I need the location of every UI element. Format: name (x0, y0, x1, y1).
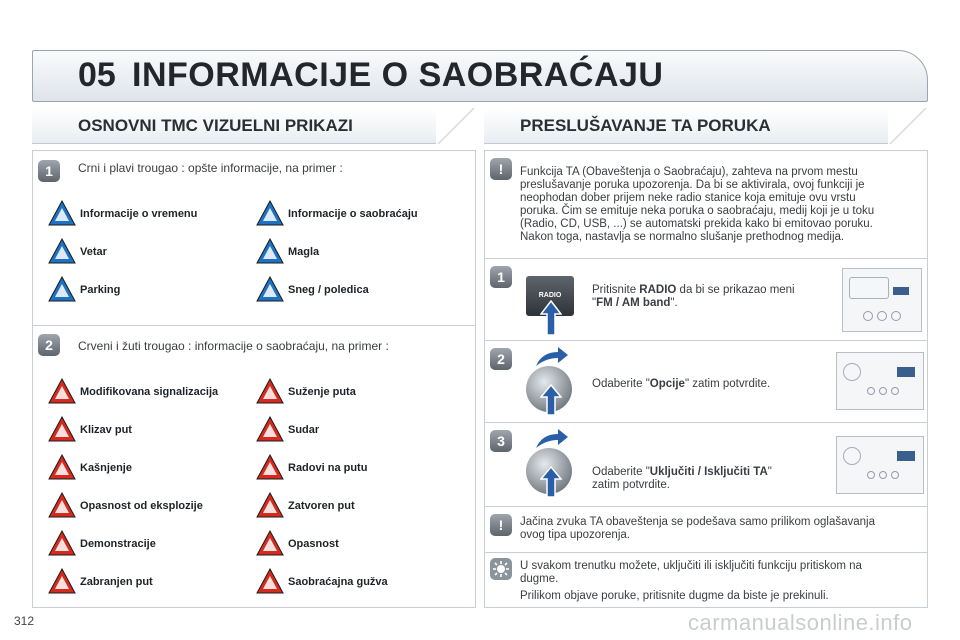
warning-triangle-icon (48, 568, 76, 594)
radio-unit-image (842, 268, 922, 332)
tip-icon (490, 558, 512, 580)
sign-label: Opasnost (288, 538, 339, 550)
right-section-title: PRESLUŠAVANJE TA PORUKA (520, 116, 771, 135)
chapter-title: INFORMACIJE O SAOBRAĆAJU (132, 56, 664, 94)
sign-label: Zatvoren put (288, 500, 355, 512)
step1-text: Pritisnite RADIO da bi se prikazao meni "FM / AM band". (592, 284, 795, 309)
sign-label: Sneg / poledica (288, 284, 369, 296)
warning-triangle-icon (256, 276, 284, 302)
warning-triangle-icon (48, 530, 76, 556)
warning-triangle-icon (48, 200, 76, 226)
step3-text: Odaberite "Uključiti / Isključiti TA" zatim potvrdite. (592, 466, 772, 491)
sign-label: Suženje puta (288, 386, 356, 398)
sign-label: Kašnjenje (80, 462, 132, 474)
sign-label: Vetar (80, 246, 107, 258)
sign-label: Parking (80, 284, 121, 296)
sign-label: Modifikovana signalizacija (80, 386, 219, 398)
warning-triangle-icon (48, 492, 76, 518)
right-step-badge-1: 1 (490, 266, 512, 288)
sign-label: Saobraćajna gužva (288, 576, 388, 588)
right-step-badge-2: 2 (490, 348, 512, 370)
chapter-number: 05 (78, 56, 116, 94)
sign-label: Zabranjen put (80, 576, 153, 588)
press-arrow-icon (540, 384, 562, 416)
warning-triangle-icon (256, 378, 284, 404)
step-badge-1: 1 (38, 160, 60, 182)
left-section-title: OSNOVNI TMC VIZUELNI PRIKAZI (78, 116, 353, 135)
warning-badge: ! (490, 158, 512, 180)
press-arrow-icon (540, 300, 562, 336)
note-badge: ! (490, 514, 512, 536)
warning-triangle-icon (256, 454, 284, 480)
sign-label: Demonstracije (80, 538, 156, 550)
sign-label: Radovi na putu (288, 462, 368, 474)
watermark: carmanualsonline.info (688, 610, 913, 635)
page-number: 312 (14, 614, 35, 628)
sign-label: Informacije o saobraćaju (288, 208, 418, 220)
warning-triangle-icon (256, 416, 284, 442)
sign-label: Informacije o vremenu (80, 208, 198, 220)
control-panel-image (836, 352, 924, 410)
rotate-arrow-icon (534, 346, 570, 368)
general-info-text: Crni i plavi trougao : opšte informacije, na primer : (78, 161, 343, 175)
press-arrow-icon (540, 466, 562, 498)
warning-triangle-icon (256, 530, 284, 556)
warning-triangle-icon (48, 454, 76, 480)
traffic-info-text: Crveni i žuti trougao : informacije o saobraćaju, na primer : (78, 339, 389, 353)
tip-text: U svakom trenutku možete, uključiti ili isključiti funkciju pritiskom na dugme. Prilikom objave poruke, pritisnite dugme da biste je prekinuli. (520, 560, 862, 602)
radio-button-label: RADIO (538, 292, 562, 299)
step-badge-2: 2 (38, 334, 60, 356)
volume-note-text: Jačina zvuka TA obaveštenja se podešava samo prilikom oglašavanja ovog tipa upozorenja. (520, 516, 876, 541)
ta-intro-text: Funkcija TA (Obaveštenja o Saobraćaju), zahteva na prvom mestu preslušavanje poruka upozorenja. Da bi se aktivirala, ovoj funkciji je neophodan dober prijem neke radio stanice koja emituje ovu vrstu poruka. Čim se emituje neka poruka o saobraćaju, medij koji je u toku (Radio, CD, USB, ...) se automatski prekida kako bi emitovao poruku. Nakon toga, nastavlja se normalno slušanje prethodnog medija. (520, 166, 875, 243)
warning-triangle-icon (256, 568, 284, 594)
warning-triangle-icon (48, 276, 76, 302)
sign-label: Sudar (288, 424, 320, 436)
warning-triangle-icon (48, 378, 76, 404)
warning-triangle-icon (48, 238, 76, 264)
rotate-arrow-icon (534, 428, 570, 450)
warning-triangle-icon (256, 200, 284, 226)
warning-triangle-icon (256, 492, 284, 518)
sign-label: Magla (288, 246, 320, 258)
warning-triangle-icon (48, 416, 76, 442)
sign-label: Opasnost od eksplozije (80, 500, 203, 512)
control-panel-image (836, 436, 924, 494)
warning-triangle-icon (256, 238, 284, 264)
step2-text: Odaberite "Opcije" zatim potvrdite. (592, 378, 771, 390)
sign-label: Klizav put (80, 424, 132, 436)
right-step-badge-3: 3 (490, 430, 512, 452)
